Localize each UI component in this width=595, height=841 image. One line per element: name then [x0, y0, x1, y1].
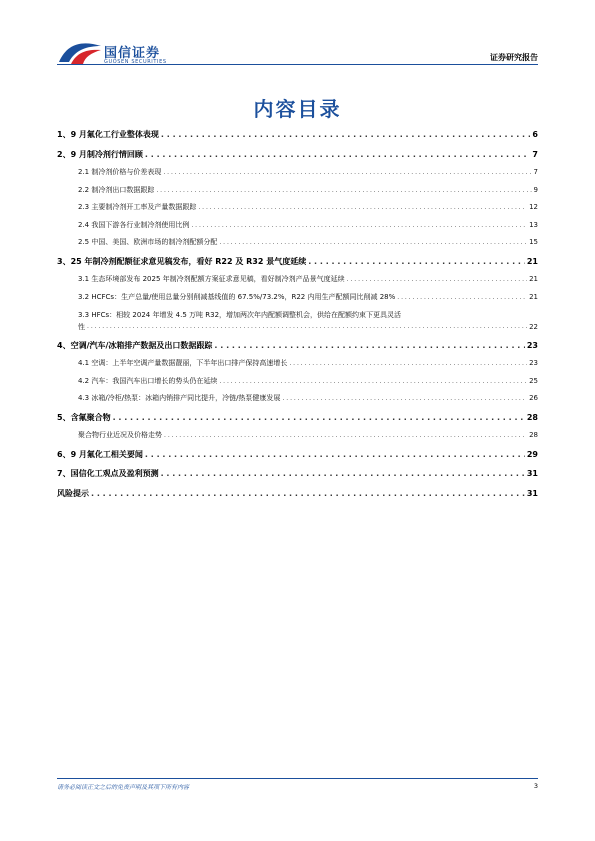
toc-entry-level2[interactable]: [57, 274, 538, 286]
toc-leader-dots: [397, 291, 527, 304]
guosen-logo: [57, 40, 177, 72]
toc-leader-dots: [161, 128, 531, 141]
toc-entry-level2[interactable]: [57, 393, 538, 405]
toc-entry-level2[interactable]: [57, 202, 538, 214]
toc-entry-title: 2.5 中国、美国、欧洲市场的制冷剂配额分配: [78, 238, 218, 246]
toc-entry-level2[interactable]: [57, 185, 538, 197]
toc-leader-dots: [145, 148, 531, 161]
toc-entry-level2[interactable]: [57, 167, 538, 179]
toc-entry-title: 3.1 生态环境部发布 2025 年制冷剂配额方案征求意见稿，看好制冷剂产品景气度延续: [78, 275, 345, 283]
toc-entry-level1[interactable]: [57, 339, 538, 352]
toc-entry-page: 31: [526, 488, 538, 498]
toc-entry-title: 3.2 HCFCs：生产总量/使用总量分别削减基线值的 67.5%/73.2%，R22 内用生产配额同比削减 28%: [78, 292, 396, 301]
toc-entry-page: 29: [526, 449, 538, 459]
toc-leader-dots: [191, 219, 527, 232]
toc-entry-page: 21: [529, 275, 538, 283]
toc-leader-dots: [87, 321, 527, 333]
toc-leader-dots: [156, 184, 531, 197]
toc-entry-level2[interactable]: [57, 430, 538, 442]
toc-entry-title: 5、含氟聚合物: [57, 412, 111, 422]
toc-entry-page: 28: [529, 431, 538, 439]
toc-entry-title: 聚合物行业近况及价格走势: [78, 431, 162, 439]
toc-entry-level2[interactable]: [57, 237, 538, 249]
toc-entry-title: 4.2 汽车：我国汽车出口增长的势头仍在延续: [78, 376, 218, 385]
toc-leader-dots: [198, 201, 527, 214]
toc-entry-title: 7、国信化工观点及盈利预测: [57, 469, 159, 478]
toc-entry-title: 2.3 主要制冷剂开工率及产量数据跟踪: [78, 203, 197, 211]
toc-title: 内容目录: [253, 97, 342, 121]
toc-entry-title: 2.4 我国下游各行业制冷剂使用比例: [78, 220, 190, 229]
table-of-contents: [57, 128, 538, 506]
toc-entry-title-continued: 性: [78, 323, 85, 331]
toc-entry-level2[interactable]: [57, 292, 538, 304]
toc-leader-dots: [164, 429, 527, 442]
toc-leader-dots: [163, 166, 531, 179]
toc-entry-page: 13: [529, 220, 538, 229]
toc-leader-dots: [161, 467, 525, 480]
toc-entry-page: 23: [529, 359, 538, 367]
toc-entry-title: 4.1 空调：上半年空调产量数据靓丽，下半年出口排产保持高速增长: [78, 359, 288, 367]
toc-leader-dots: [113, 411, 525, 424]
toc-leader-dots: [282, 392, 527, 405]
toc-entry-level2[interactable]: [57, 220, 538, 232]
toc-entry-title: 6、9 月氟化工相关要闻: [57, 449, 143, 459]
toc-entry-page: 21: [526, 256, 538, 266]
toc-entry-title: 风险提示: [57, 488, 89, 498]
toc-leader-dots: [347, 273, 527, 286]
toc-leader-dots: [91, 487, 525, 500]
toc-entry-page: 31: [526, 469, 538, 478]
toc-entry-level1[interactable]: [57, 467, 538, 480]
toc-entry-level2[interactable]: [57, 376, 538, 388]
toc-entry-page: 26: [529, 394, 538, 402]
page-number: 3: [533, 782, 538, 790]
toc-entry-title: 4、空调/汽车/冰箱排产数据及出口数据跟踪: [57, 340, 213, 350]
toc-entry-page: 21: [529, 292, 538, 301]
toc-entry-page: 22: [529, 323, 538, 331]
toc-entry-level1[interactable]: [57, 448, 538, 461]
logo-english-text: GUOSEN SECURITIES: [104, 59, 167, 65]
toc-entry-level1[interactable]: [57, 255, 538, 268]
footer-divider: [57, 778, 538, 779]
toc-entry-title: 4.3 冰箱/冷柜/热泵：冰箱内销排产同比提升，冷链/热泵健康发展: [78, 394, 281, 402]
toc-entry-page: 7: [532, 149, 538, 159]
toc-entry-page: 28: [526, 412, 538, 422]
toc-entry-page: 12: [529, 203, 538, 211]
toc-entry-title: 3.3 HFCs：相较 2024 年增发 4.5 万吨 R32，增加两次年内配额调整机会，供给在配额约束下更具灵活: [78, 311, 402, 319]
logo-chinese-text: 国信证券: [104, 46, 161, 61]
page-header: [0, 0, 595, 72]
toc-leader-dots: [219, 375, 527, 388]
footer-disclaimer: 请务必阅读正文之后的免责声明及其项下所有内容: [57, 784, 190, 791]
toc-entry-level1[interactable]: [57, 411, 538, 424]
toc-entry-level1[interactable]: [57, 148, 538, 161]
toc-leader-dots: [308, 255, 525, 268]
toc-entry-title: 2.1 制冷剂价格与价差表现: [78, 168, 162, 176]
header-divider: [57, 64, 538, 65]
toc-entry-title: 1、9 月氟化工行业整体表现: [57, 130, 159, 139]
toc-entry-level1[interactable]: [57, 487, 538, 500]
toc-leader-dots: [214, 339, 524, 352]
report-type-label: 证券研究报告: [490, 53, 538, 62]
toc-entry-title: 2、9 月制冷剂行情回顾: [57, 149, 143, 159]
toc-entry-title: 2.2 制冷剂出口数据跟踪: [78, 185, 155, 194]
toc-entry-page: 15: [529, 238, 538, 246]
toc-entry-title: 3、25 年制冷剂配额征求意见稿发布，看好 R22 及 R32 景气度延续: [57, 256, 307, 266]
toc-entry-page: 23: [526, 340, 538, 350]
toc-leader-dots: [145, 448, 525, 461]
toc-leader-dots: [289, 357, 527, 370]
toc-entry-level2[interactable]: [57, 358, 538, 370]
toc-entry-level1[interactable]: [57, 128, 538, 141]
toc-entry-page: 9: [533, 185, 538, 194]
toc-entry-page: 6: [532, 130, 538, 139]
toc-leader-dots: [219, 236, 527, 249]
toc-entry-page: 25: [529, 376, 538, 385]
toc-entry-page: 7: [533, 168, 538, 176]
guosen-logo-icon: [57, 40, 103, 66]
toc-entry-level2[interactable]: [57, 309, 538, 333]
